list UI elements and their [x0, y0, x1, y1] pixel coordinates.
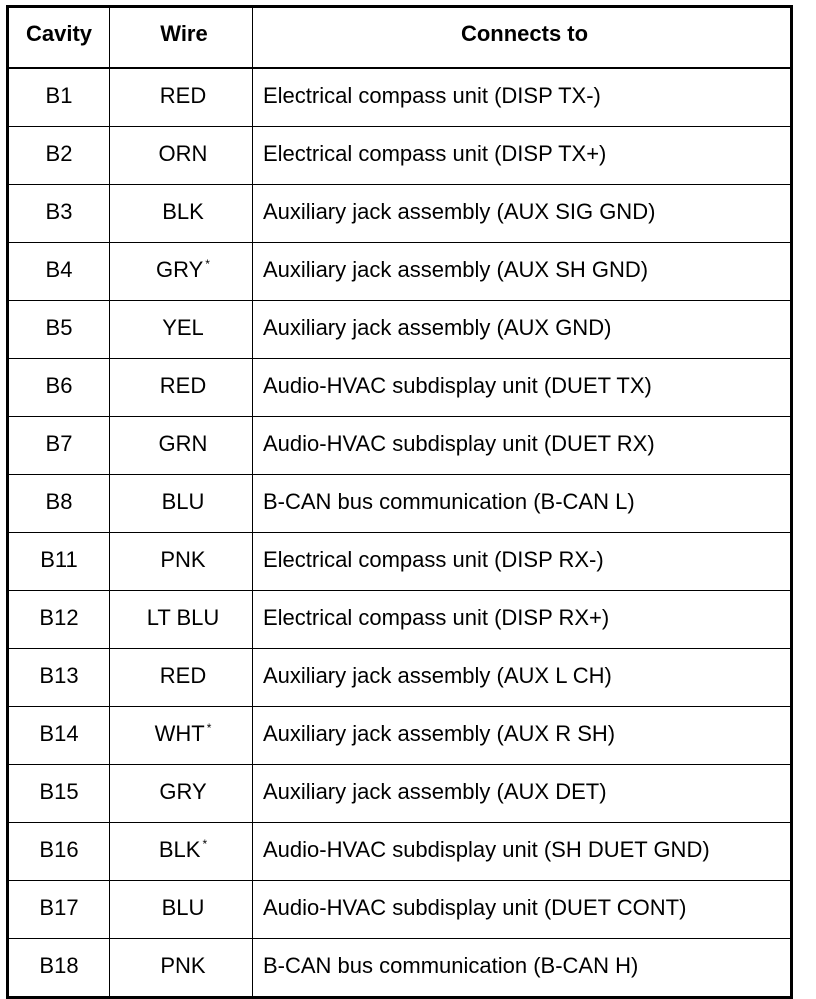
connects-to-cell: Electrical compass unit (DISP TX+) [253, 127, 792, 185]
connects-to-cell: Audio-HVAC subdisplay unit (SH DUET GND) [253, 823, 792, 881]
wire-color: PNK [160, 546, 206, 572]
connects-to-cell: Electrical compass unit (DISP TX-) [253, 68, 792, 127]
wire-color: BLU [161, 488, 205, 514]
cavity-cell: B4 [8, 243, 110, 301]
connects-to-cell: Audio-HVAC subdisplay unit (DUET RX) [253, 417, 792, 475]
wire-color: BLK [162, 198, 204, 224]
table-row [8, 475, 792, 533]
header-row [8, 7, 792, 69]
shielded-wire-asterisk: * [206, 721, 212, 735]
wire-cell [110, 475, 253, 533]
table-row [8, 939, 792, 998]
connects-to-cell: B-CAN bus communication (B-CAN H) [253, 939, 792, 998]
cavity-cell: B18 [8, 939, 110, 998]
wire-color: WHT [154, 721, 205, 746]
wire-cell [110, 127, 253, 185]
connects-to-cell: Electrical compass unit (DISP RX+) [253, 591, 792, 649]
table-row [8, 243, 792, 301]
cavity-cell: B13 [8, 649, 110, 707]
cavity-cell: B17 [8, 881, 110, 939]
wire-cell [110, 359, 253, 417]
connects-to-cell: Electrical compass unit (DISP RX-) [253, 533, 792, 591]
table-row [8, 649, 792, 707]
cavity-cell: B11 [8, 533, 110, 591]
table-row [8, 765, 792, 823]
table-row [8, 127, 792, 185]
wire-cell [110, 707, 253, 765]
connects-to-cell: Auxiliary jack assembly (AUX GND) [253, 301, 792, 359]
wire-cell [110, 417, 253, 475]
table-row [8, 185, 792, 243]
wire-color: BLU [161, 894, 205, 920]
wire-color: GRN [158, 430, 208, 456]
table-body [8, 68, 792, 998]
table-row [8, 417, 792, 475]
cavity-cell: B1 [8, 68, 110, 127]
wire-color: RED [159, 662, 207, 688]
table-row [8, 533, 792, 591]
wire-cell [110, 765, 253, 823]
cavity-cell: B8 [8, 475, 110, 533]
table-row [8, 68, 792, 127]
wire-cell [110, 68, 253, 127]
wire-color: PNK [160, 952, 206, 978]
wire-cell [110, 185, 253, 243]
cavity-cell: B12 [8, 591, 110, 649]
connects-to-cell: B-CAN bus communication (B-CAN L) [253, 475, 792, 533]
wire-cell [110, 939, 253, 998]
table-row [8, 359, 792, 417]
wire-color: GRY [156, 257, 204, 282]
column-header-cavity: Cavity [8, 7, 110, 69]
connector-pinout-table [6, 5, 793, 999]
connects-to-cell: Audio-HVAC subdisplay unit (DUET CONT) [253, 881, 792, 939]
connects-to-cell: Audio-HVAC subdisplay unit (DUET TX) [253, 359, 792, 417]
table-row [8, 301, 792, 359]
cavity-cell: B6 [8, 359, 110, 417]
cavity-cell: B3 [8, 185, 110, 243]
wire-color: ORN [158, 140, 208, 166]
connects-to-cell: Auxiliary jack assembly (AUX R SH) [253, 707, 792, 765]
connects-to-cell: Auxiliary jack assembly (AUX DET) [253, 765, 792, 823]
connects-to-cell: Auxiliary jack assembly (AUX SIG GND) [253, 185, 792, 243]
wire-color: LT BLU [146, 604, 220, 630]
table-row [8, 591, 792, 649]
connects-to-cell: Auxiliary jack assembly (AUX L CH) [253, 649, 792, 707]
connects-to-cell: Auxiliary jack assembly (AUX SH GND) [253, 243, 792, 301]
wire-color: RED [159, 82, 207, 108]
wire-cell [110, 301, 253, 359]
wire-color: RED [159, 372, 207, 398]
cavity-cell: B7 [8, 417, 110, 475]
shielded-wire-asterisk: * [202, 837, 208, 851]
cavity-cell: B15 [8, 765, 110, 823]
table-row [8, 823, 792, 881]
wire-cell [110, 243, 253, 301]
shielded-wire-asterisk: * [205, 257, 210, 271]
wire-cell [110, 649, 253, 707]
cavity-cell: B2 [8, 127, 110, 185]
column-header-wire: Wire [110, 7, 253, 69]
table-header [8, 7, 792, 69]
table-row [8, 707, 792, 765]
cavity-cell: B16 [8, 823, 110, 881]
cavity-cell: B14 [8, 707, 110, 765]
wire-color: BLK [158, 837, 201, 862]
wire-color: YEL [162, 314, 204, 340]
wire-color: GRY [159, 778, 207, 804]
wire-cell [110, 591, 253, 649]
wire-cell [110, 823, 253, 881]
cavity-cell: B5 [8, 301, 110, 359]
column-header-connects-to: Connects to [253, 7, 792, 69]
wire-cell [110, 533, 253, 591]
